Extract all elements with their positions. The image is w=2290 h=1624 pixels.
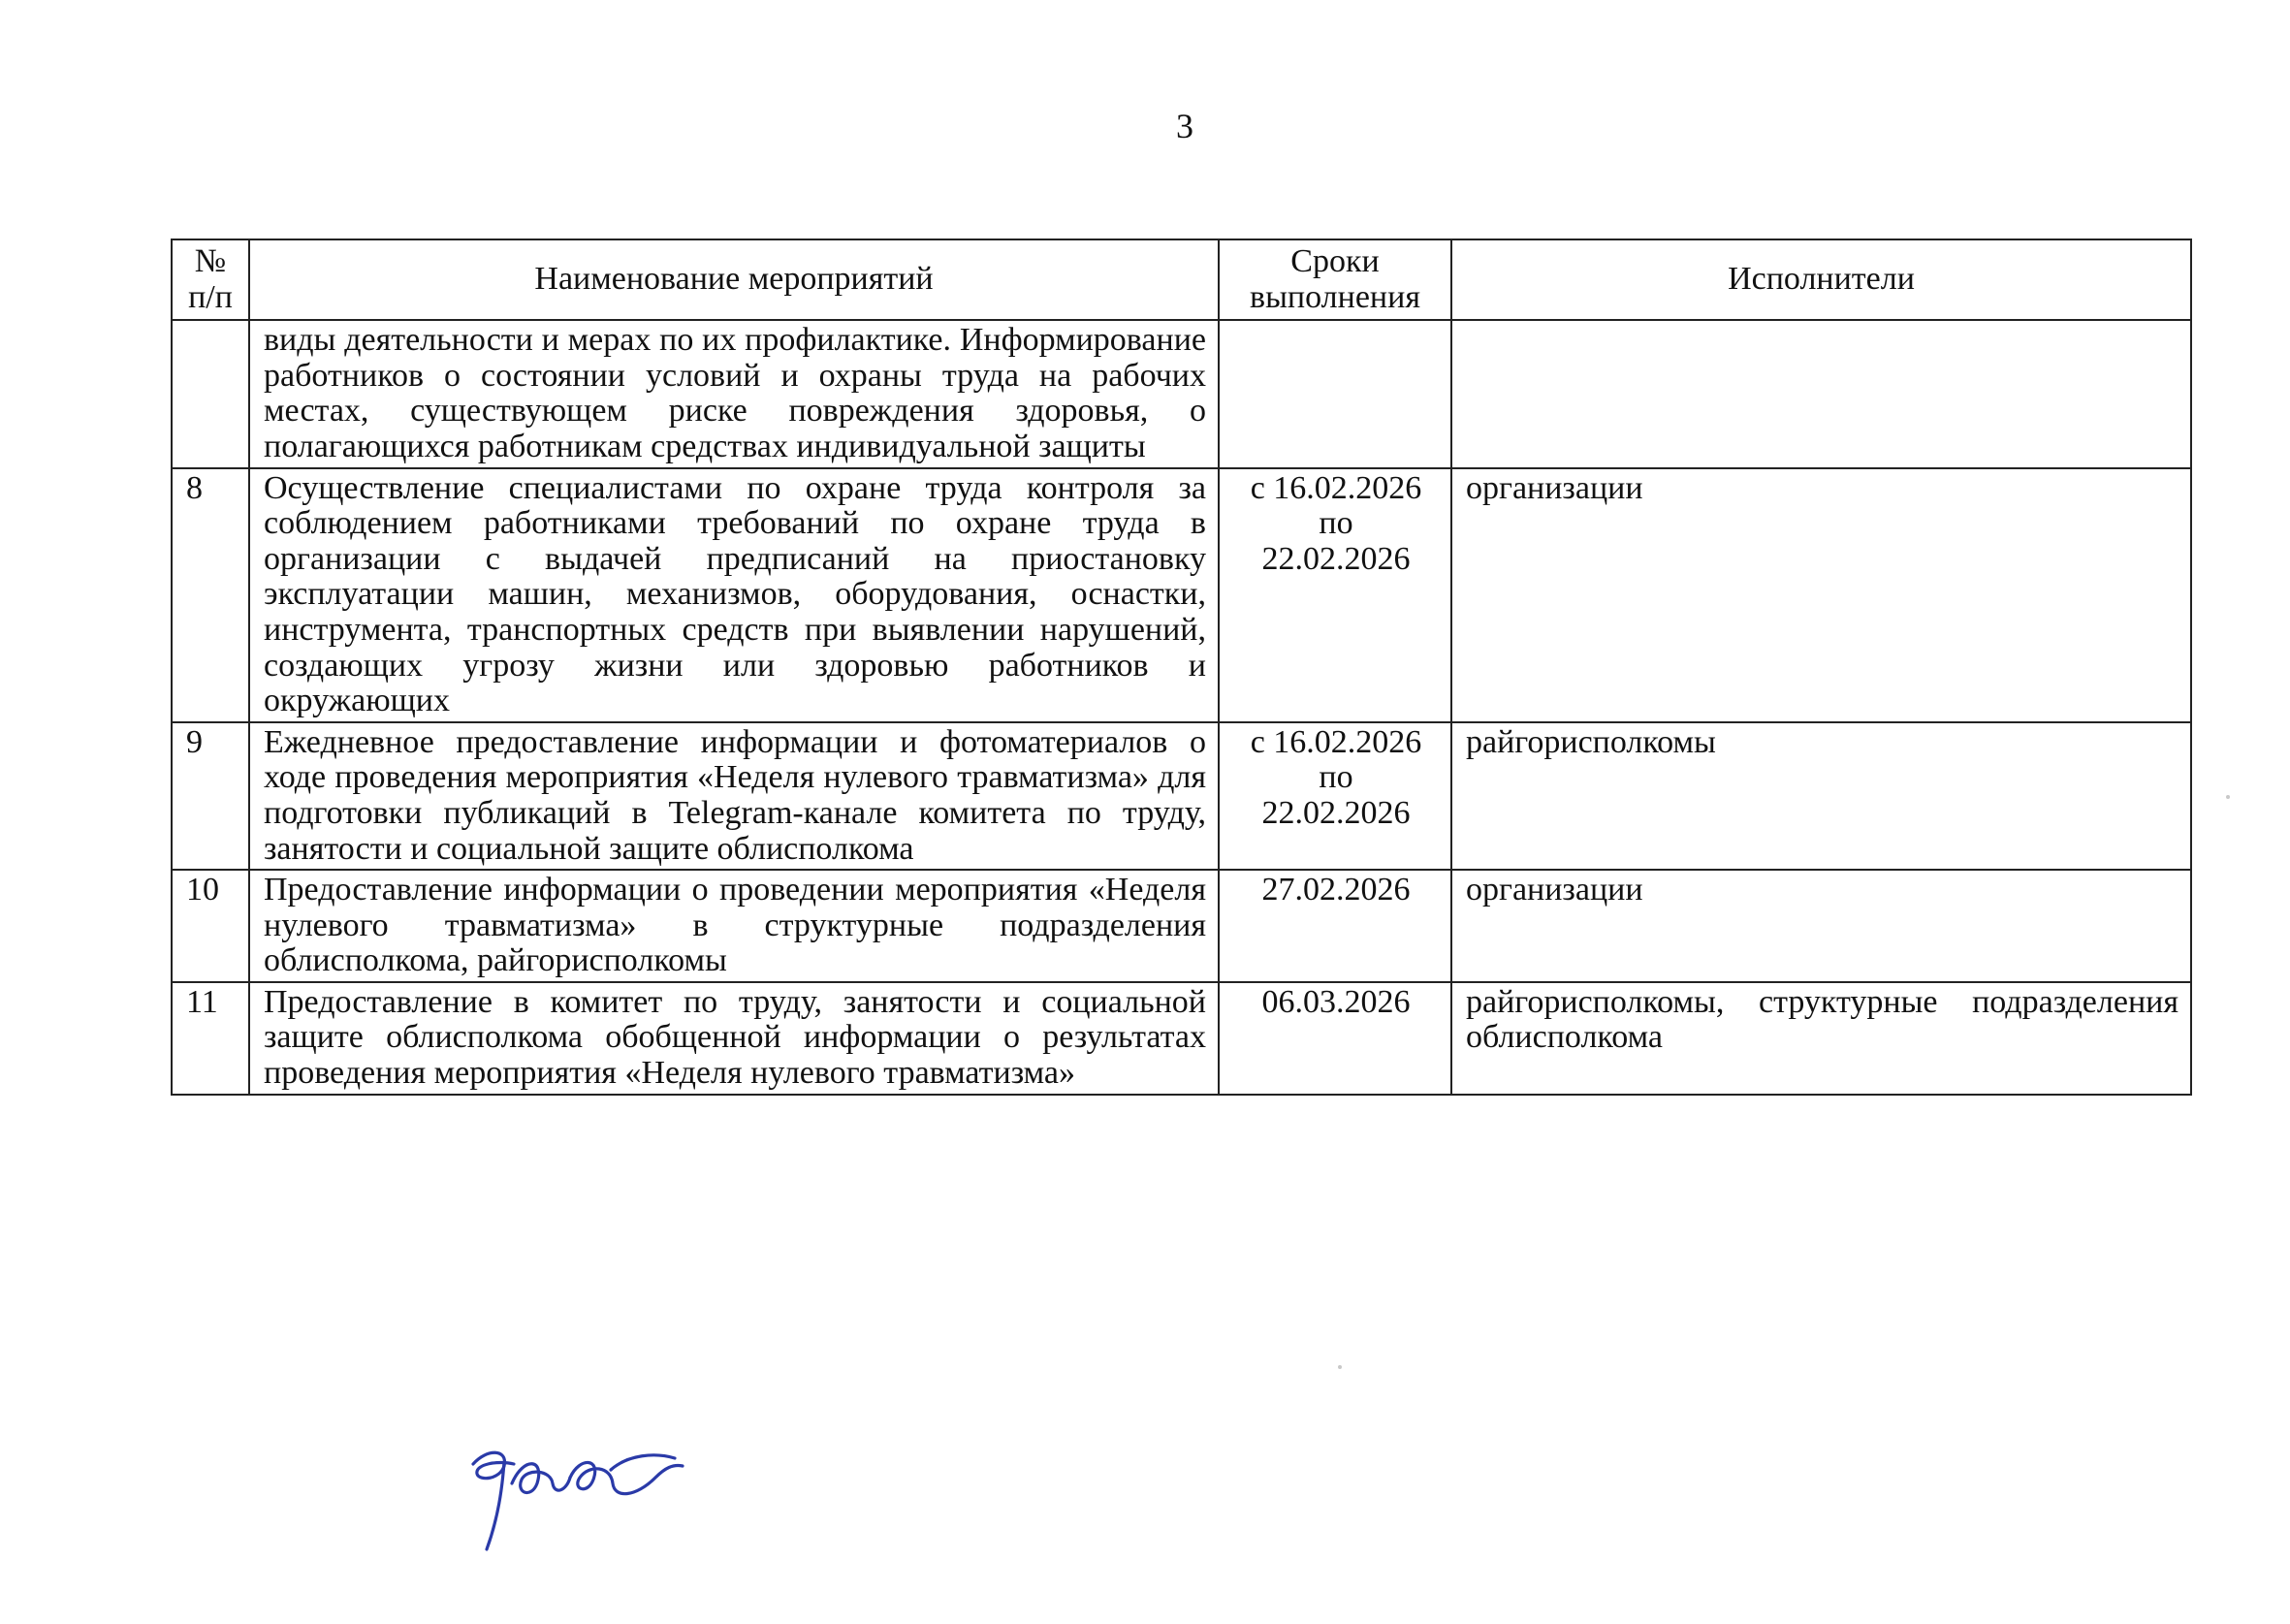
header-date: Сроки выполнения [1219,239,1451,320]
row-executors [1451,320,2191,467]
events-table [171,239,2192,1096]
date-line: по [1319,505,1353,542]
date-line: с 16.02.2026 [1250,723,1422,760]
header-executors: Исполнители [1451,239,2191,320]
row-name: Предоставление в комитет по труду, занятости и социальной защите облисполкома обобщенной информации о результатах проведения мероприятия «Неделя нулевого травматизма» [249,982,1219,1095]
table-header-row [172,239,2191,320]
row-date [1219,468,1451,722]
row-num [172,320,249,467]
row-executors: райгорисполкомы, структурные подразделения облисполкома [1451,982,2191,1095]
row-name: Предоставление информации о проведении мероприятия «Неделя нулевого травматизма» в структурные подразделения облисполкома, райгорисполкомы [249,870,1219,982]
table-row [172,982,2191,1095]
table-row [172,870,2191,982]
row-num: 8 [172,468,249,722]
date-line: с 16.02.2026 [1250,469,1422,506]
row-num: 9 [172,722,249,870]
table-row [172,468,2191,722]
row-executors: организации [1451,468,2191,722]
date-line: 22.02.2026 [1261,794,1411,831]
row-name: Осуществление специалистами по охране труда контроля за соблюдением работниками требований по охране труда в организации с выдачей предписаний на приостановку эксплуатации машин, механизмов, оборудования, оснастки, инструмента, транспортных средств при выявлении нарушений, создающих угрозу жизни или здоровью работников и окружающих [249,468,1219,722]
header-name: Наименование мероприятий [249,239,1219,320]
scan-speck [2226,795,2230,799]
date-line: 22.02.2026 [1261,540,1411,577]
header-num: № п/п [172,239,249,320]
row-date [1219,870,1451,982]
row-date [1219,982,1451,1095]
row-name: Ежедневное предоставление информации и фотоматериалов о ходе проведения мероприятия «Неделя нулевого травматизма» для подготовки публикаций в Telegram-канале комитета по труду, занятости и социальной защите облисполкома [249,722,1219,870]
signature-strokes [473,1452,683,1549]
row-name: виды деятельности и мерах по их профилактике. Информирование работников о состоянии условий и охраны труда на рабочих местах, существующем риске повреждения здоровья, о полагающихся работникам средствах индивидуальной защиты [249,320,1219,467]
date-line: 06.03.2026 [1261,983,1411,1020]
table-row [172,320,2191,467]
table-row [172,722,2191,870]
date-line: по [1319,759,1353,796]
row-num: 10 [172,870,249,982]
handwritten-signature-icon [465,1435,688,1561]
row-num: 11 [172,982,249,1095]
row-date [1219,722,1451,870]
row-executors: организации [1451,870,2191,982]
date-line: 27.02.2026 [1261,872,1411,908]
row-date [1219,320,1451,467]
page-number: 3 [1176,107,1193,145]
row-executors: райгорисполкомы [1451,722,2191,870]
scan-speck [1338,1365,1342,1369]
